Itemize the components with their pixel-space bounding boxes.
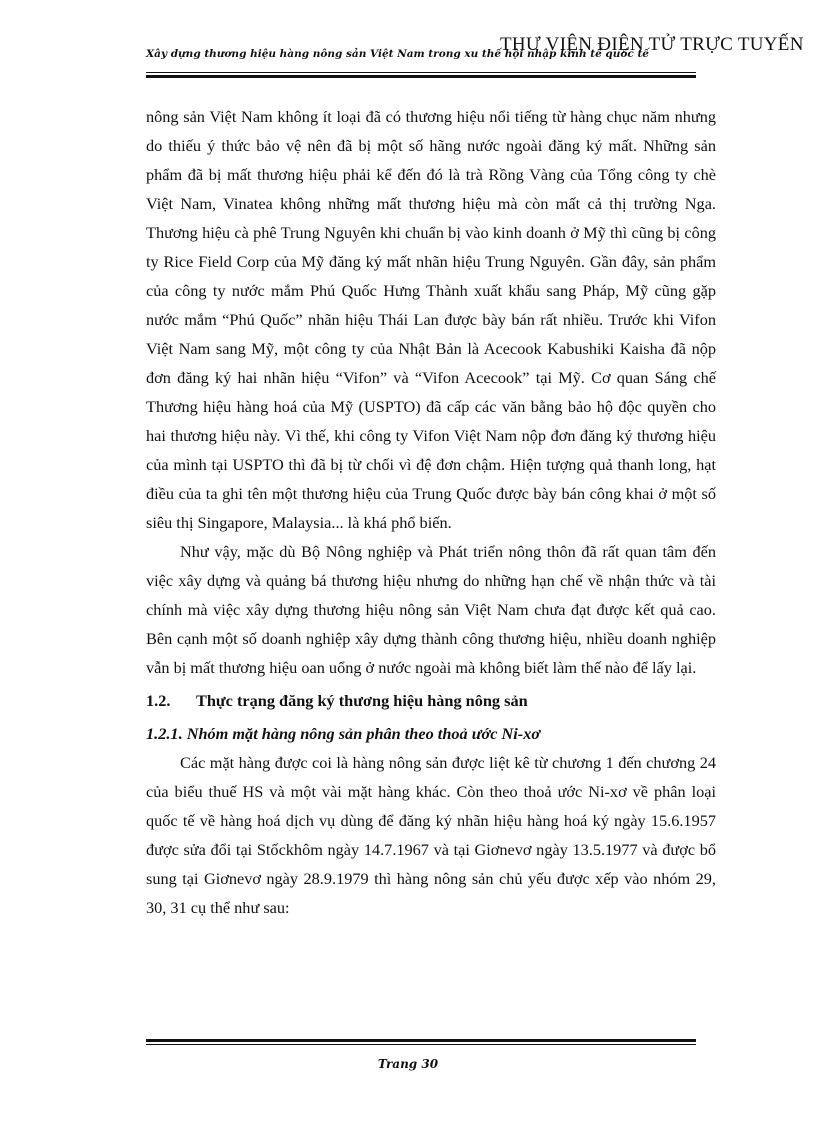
paragraph-continuation: nông sản Việt Nam không ít loại đã có thương hiệu nổi tiếng từ hàng chục năm nhưng do thiếu ý thức bảo vệ nên đã bị một số hãng nước ngoài đăng ký mất. Những sản phẩm đã bị mất thương hiệu phải kể đến đó là trà Rồng Vàng của Tổng công ty chè Việt Nam, Vinatea không những mất thương hiệu mà còn mất cả thị trường Nga. Thương hiệu cà phê Trung Nguyên khi chuẩn bị vào kinh doanh ở Mỹ thì cũng bị công ty Rice Field Corp của Mỹ đăng ký mất nhãn hiệu Trung Nguyên. Gần đây, sản phẩm của công ty nước mắm Phú Quốc Hưng Thành xuất khẩu sang Pháp, Mỹ cũng gặp nước mắm “Phú Quốc” nhãn hiệu Thái Lan được bày bán rất nhiều. Trước khi Vifon Việt Nam sang Mỹ, một công ty của Nhật Bản là Acecook Kabushiki Kaisha đã nộp đơn đăng ký hai nhãn hiệu “Vifon” và “Vifon Acecook” tại Mỹ. Cơ quan Sáng chế Thương hiệu hàng hoá của Mỹ (USPTO) đã cấp các văn bằng bảo hộ độc quyền cho hai thương hiệu này. Vì thế, khi công ty Vifon Việt Nam nộp đơn đăng ký thương hiệu của mình tại USPTO thì đã bị từ chối vì đệ đơn chậm. Hiện tượng quả thanh long, hạt điều của ta ghi tên một thương hiệu của Trung Quốc được bày bán công khai ở một số siêu thị Singapore, Malaysia... là khá phổ biến. <box>146 107 716 532</box>
paragraph-summary: Như vậy, mặc dù Bộ Nông nghiệp và Phát triển nông thôn đã rất quan tâm đến việc xây dựng và quảng bá thương hiệu nhưng do những hạn chế về nhận thức và tài chính mà việc xây dựng thương hiệu nông sản Việt Nam chưa đạt được kết quả cao. Bên cạnh một số doanh nghiệp xây dựng thành công thương hiệu, nhiều doanh nghiệp vẫn bị mất thương hiệu oan uổng ở nước ngoài mà không biết làm thế nào để lấy lại. <box>146 542 716 677</box>
footer-rule-thick <box>146 1039 696 1042</box>
running-header <box>146 30 816 70</box>
footer-rule <box>146 1044 696 1045</box>
section-number: 1.2. <box>146 691 171 710</box>
section-heading <box>146 686 716 715</box>
header-rule <box>146 72 696 73</box>
header-title: Xây dựng thương hiệu hàng nông sản Việt Nam trong xu thế hội nhập kinh tế quốc tế <box>146 48 649 60</box>
document-body <box>146 102 716 922</box>
library-watermark: THƯ VIỆN ĐIỆN TỬ TRỰC TUYẾN <box>500 34 804 55</box>
section-title: Thực trạng đăng ký thương hiệu hàng nông sản <box>196 691 528 710</box>
header-rule-thick <box>146 75 696 78</box>
page-number: Trang 30 <box>377 1057 439 1071</box>
subsection-heading: 1.2.1. Nhóm mặt hàng nông sản phân theo thoả ước Ni-xơ <box>146 724 541 743</box>
paragraph-nice-agreement: Các mặt hàng được coi là hàng nông sản được liệt kê từ chương 1 đến chương 24 của biểu thuế HS và một vài mặt hàng khác. Còn theo thoả ước Ni-xơ về phân loại quốc tế về hàng hoá dịch vụ dùng để đăng ký nhãn hiệu hàng hoá ký ngày 15.6.1957 được sửa đổi tại Stốckhôm ngày 14.7.1967 và tại Giơnevơ ngày 13.5.1977 và được bổ sung tại Giơnevơ ngày 28.9.1979 thì hàng nông sản chủ yếu được xếp vào nhóm 29, 30, 31 cụ thể như sau: <box>146 753 716 917</box>
